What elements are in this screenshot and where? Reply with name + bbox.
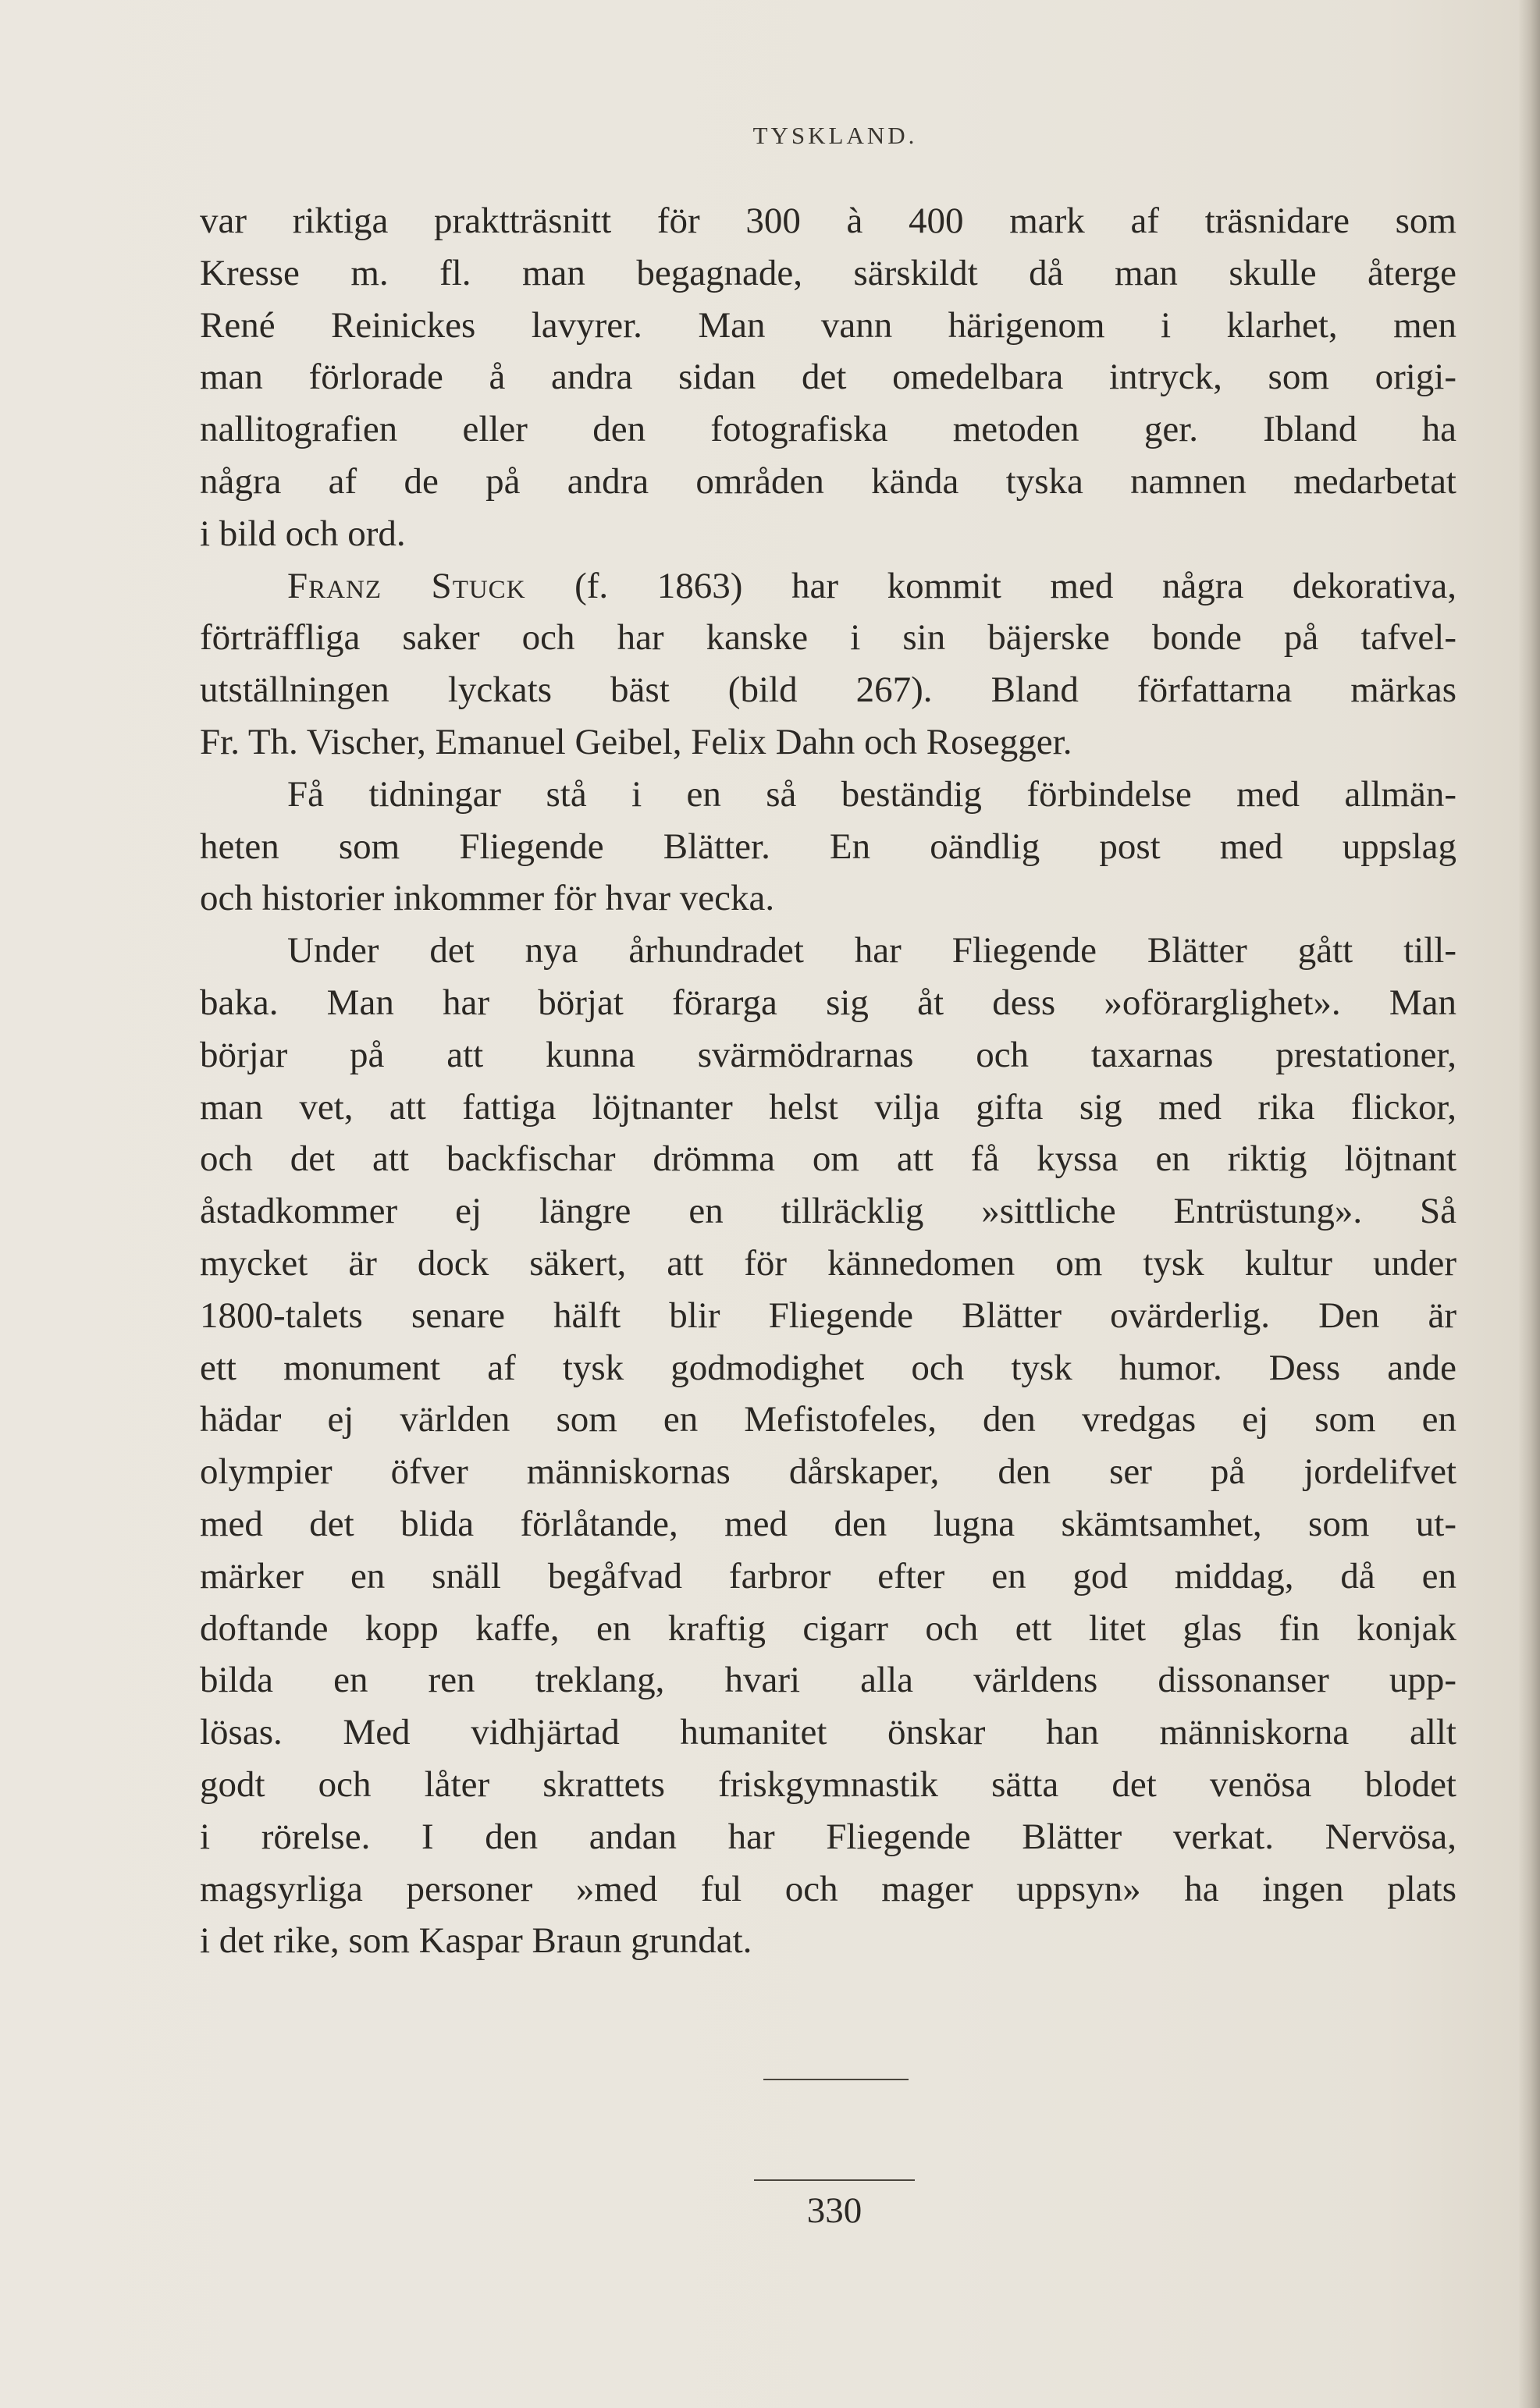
text-line: några af de på andra områden kända tyska namnen medarbetat [200,460,1456,502]
text-line: Få tidningar stå i en så beständig förbindelse med allmän- [287,773,1456,815]
text-line-rest: (f. 1863) har kommit med några dekorativa, [525,565,1456,606]
text-line: baka. Man har börjat förarga sig åt dess »oförarglighet». Man [200,982,1456,1023]
author-name: Franz Stuck [287,565,526,606]
text-line [200,560,1456,613]
running-head: TYSKLAND. [752,122,918,149]
text-line: Kresse m. fl. man begagnade, särskildt då man skulle återge [200,252,1456,293]
folio-rule [754,2179,915,2181]
text-line: 1800-talets senare hälft blir Fliegende Blätter ovärderlig. Den är [200,1295,1456,1336]
section-divider [763,2079,909,2080]
text-line: man vet, att fattiga löjtnanter helst vilja gifta sig med rika flickor, [200,1086,1456,1128]
text-line: och historier inkommer för hvar vecka. [200,878,775,919]
text-line: med det blida förlåtande, med den lugna skämtsamhet, som ut- [200,1503,1456,1544]
text-line: nallitografien eller den fotografiska metoden ger. Ibland ha [200,409,1456,450]
text-line: René Reinickes lavyrer. Man vann härigenom i klarhet, men [200,304,1456,346]
text-line: i rörelse. I den andan har Fliegende Blätter verkat. Nervösa, [200,1816,1456,1857]
body-text [200,195,1456,1967]
text-line: utställningen lyckats bäst (bild 267). Bland författarna märkas [200,669,1456,711]
text-line: i bild och ord. [200,513,406,554]
text-line: märker en snäll begåfvad farbror efter en god middag, då en [200,1555,1456,1596]
text-line: ett monument af tysk godmodighet och tysk humor. Dess ande [200,1347,1456,1388]
text-line: Fr. Th. Vischer, Emanuel Geibel, Felix Dahn och Rosegger. [200,721,1072,762]
text-line: lösas. Med vidhjärtad humanitet önskar han människorna allt [200,1712,1456,1753]
text-line: förträffliga saker och har kanske i sin bäjerske bonde på tafvel- [200,617,1456,659]
text-line: man förlorade å andra sidan det omedelbara intryck, som origi- [200,357,1456,398]
text-line: olympier öfver människornas dårskaper, den ser på jordelifvet [200,1451,1456,1493]
text-line: mycket är dock säkert, att för kännedomen om tysk kultur under [200,1242,1456,1284]
text-line: börjar på att kunna svärmödrarnas och taxarnas prestationer, [200,1034,1456,1075]
page-number: 330 [806,2190,862,2231]
text-line: doftande kopp kaffe, en kraftig cigarr och ett litet glas fin konjak [200,1607,1456,1649]
text-line: magsyrliga personer »med ful och mager uppsyn» ha ingen plats [200,1868,1456,1909]
text-line: hädar ej världen som en Mefistofeles, den vredgas ej som en [200,1399,1456,1440]
text-line: godt och låter skrattets friskgymnastik sätta det venösa blodet [200,1763,1456,1805]
page-edge-shadow [1518,0,1540,2408]
text-line: var riktiga praktträsnitt för 300 à 400 mark af träsnidare som [200,201,1456,241]
text-line: heten som Fliegende Blätter. En oändlig post med uppslag [200,826,1456,867]
text-line: åstadkommer ej längre en tillräcklig »sittliche Entrüstung». Så [200,1191,1456,1232]
text-line: Under det nya århundradet har Fliegende Blätter gått till- [287,930,1456,971]
text-line: i det rike, som Kaspar Braun grundat. [200,1920,752,1962]
text-line: och det att backfischar drömma om att få kyssa en riktig löjtnant [200,1138,1456,1180]
text-line: bilda en ren treklang, hvari alla världens dissonanser upp- [200,1660,1456,1701]
